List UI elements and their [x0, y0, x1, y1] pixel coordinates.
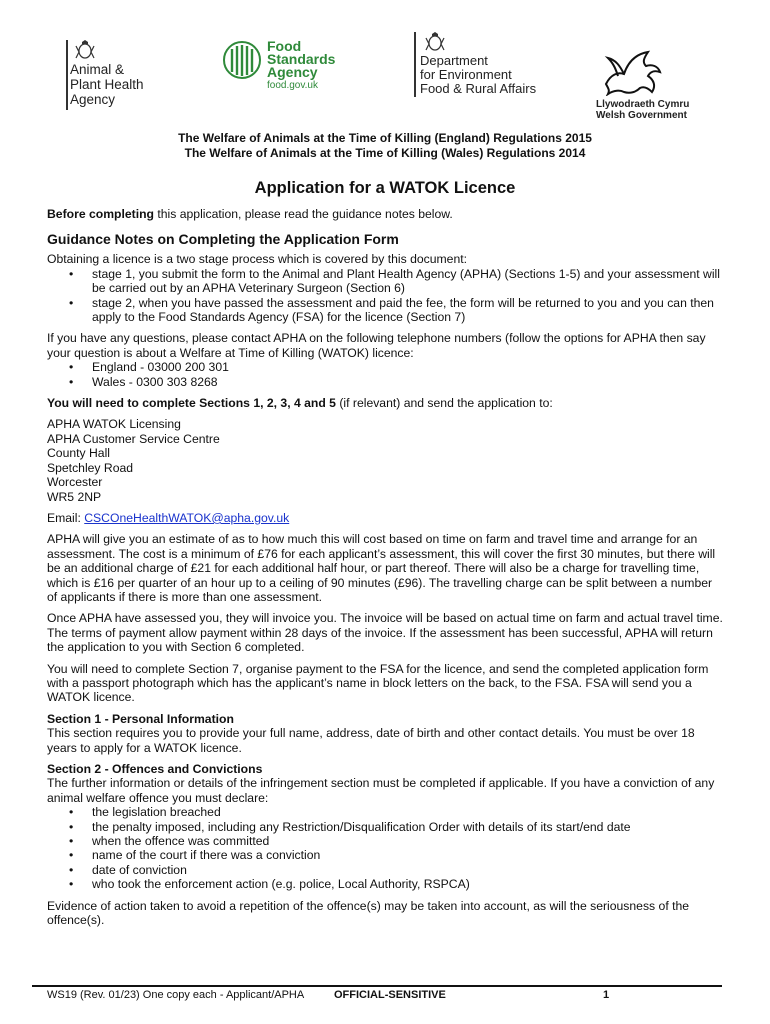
address-line: County Hall — [47, 446, 110, 461]
section1-text: This section requires you to provide your full name, address, date of birth and other contact details. You must be over 18 years to apply for a WATOK licence. — [47, 726, 695, 755]
send-instruction — [47, 396, 723, 410]
intro-bold: Before completing — [47, 207, 154, 221]
evidence-paragraph: Evidence of action taken to avoid a repetition of the offence(s) may be taken into account, as will the seriousness of the offence(s). — [47, 898, 690, 928]
intro-text — [47, 207, 723, 221]
document-body — [47, 131, 723, 934]
guidance-heading: Guidance Notes on Completing the Application Form — [47, 231, 399, 248]
welsh-government-text: Llywodraeth Cymru Welsh Government — [596, 99, 690, 121]
address-line: Worcester — [47, 475, 103, 490]
page-number: 1 — [603, 989, 610, 1001]
fsa-logo — [222, 38, 336, 91]
section2-title: Section 2 - Offences and Convictions — [47, 762, 263, 776]
list-item: • stage 2, when you have passed the assessment and paid the fee, the form will be returned to you and you can then apply to the Food Standards Agency (FSA) for the licence (Section 7) — [47, 296, 723, 325]
email-line — [47, 511, 723, 525]
royal-crest-icon — [422, 32, 448, 52]
contact-text: If you have any questions, please contact APHA on the following telephone numbers (follow the options for APHA then say your question is about a Welfare at Time of Killing (WATOK) licence: — [47, 331, 706, 360]
send-bold: You will need to complete Sections 1, 2, 3, 4 and 5 — [47, 396, 336, 411]
royal-crest-icon — [72, 40, 98, 60]
fsa-circle-icon — [222, 40, 262, 80]
phone-list — [47, 360, 723, 389]
fsa-url: food.gov.uk — [267, 80, 318, 91]
apha-logo-text: Animal & Plant Health Agency — [70, 62, 144, 107]
invoice-paragraph: Once APHA have assessed you, they will invoice you. The invoice will be based on actual time on farm and actual travel time. The terms of payment allow payment within 28 days of the invoice. If the assessment has been successful, APHA will return the application to you with Section 6 completed. — [47, 611, 723, 655]
regulation-england: The Welfare of Animals at the Time of Killing (England) Regulations 2015 — [178, 131, 592, 145]
list-item: • date of conviction — [47, 863, 723, 877]
email-link[interactable]: CSCOneHealthWATOK@apha.gov.uk — [84, 510, 290, 525]
defra-logo-bar — [414, 32, 416, 97]
footer-divider — [32, 985, 722, 987]
defra-logo-text: Department for Environment Food & Rural Affairs — [420, 53, 537, 96]
intro-rest: this application, please read the guidance notes below. — [154, 207, 453, 221]
postal-address — [47, 417, 723, 503]
list-item: • who took the enforcement action (e.g. police, Local Authority, RSPCA) — [47, 877, 723, 891]
section2-text: The further information or details of the infringement section must be completed if applicable. If you have a conviction of any animal welfare offence you must declare: — [47, 776, 715, 805]
stage-list — [47, 267, 723, 325]
send-rest: (if relevant) and send the application to: — [335, 396, 553, 411]
guidance-intro: Obtaining a licence is a two stage process which is covered by this document: — [47, 252, 468, 267]
offence-list — [47, 805, 723, 891]
address-line: Spetchley Road — [47, 460, 134, 475]
section7-paragraph: You will need to complete Section 7, organise payment to the FSA for the licence, and send the completed application form with a passport photograph which has the applicant’s name in block letters on the back, to the FSA. FSA will send you a WATOK licence. — [47, 661, 709, 705]
address-line: WR5 2NP — [47, 489, 102, 504]
list-item: • stage 1, you submit the form to the Animal and Plant Health Agency (APHA) (Sections 1-5) and your assessment will be carried out by an APHA Veterinary Surgeon (Section 6) — [47, 267, 723, 296]
list-item: • name of the court if there was a conviction — [47, 848, 723, 862]
list-item: • the legislation breached — [47, 805, 723, 819]
email-label: Email: — [47, 510, 85, 525]
list-item: • Wales - 0300 303 8268 — [47, 375, 723, 389]
page-title: Application for a WATOK Licence — [254, 179, 516, 197]
footer-classification: OFFICIAL-SENSITIVE — [334, 989, 446, 1001]
address-line: APHA WATOK Licensing — [47, 417, 181, 432]
welsh-government-logo — [596, 44, 690, 121]
fsa-logo-text: Food Standards Agency — [267, 38, 336, 80]
cost-paragraph: APHA will give you an estimate of as to how much this will cost based on time on farm and travel time and arrange for an assessment. The cost is a minimum of £76 for each applicant’s assessment, this will cover the first 30 minutes, but there will be an additional charge of £21 for each additional half hour, or part thereof. There will also be a charge for travelling time, which is £16 per quarter of an hour up to a ceiling of 90 minutes (£96). The travelling charge can be split between a number of applicants if there is more than one assessment. — [47, 532, 716, 604]
list-item: • when the offence was committed — [47, 834, 723, 848]
regulation-wales: The Welfare of Animals at the Time of Killing (Wales) Regulations 2014 — [184, 146, 586, 160]
dragon-icon — [596, 44, 666, 96]
footer-form-ref: WS19 (Rev. 01/23) One copy each - Applicant/APHA — [47, 989, 305, 1001]
list-item: • the penalty imposed, including any Restriction/Disqualification Order with details of its start/end date — [47, 820, 723, 834]
list-item: • England - 03000 200 301 — [47, 360, 723, 374]
apha-logo-bar — [66, 40, 68, 110]
section1-title: Section 1 - Personal Information — [47, 711, 234, 726]
address-line: APHA Customer Service Centre — [47, 431, 220, 446]
